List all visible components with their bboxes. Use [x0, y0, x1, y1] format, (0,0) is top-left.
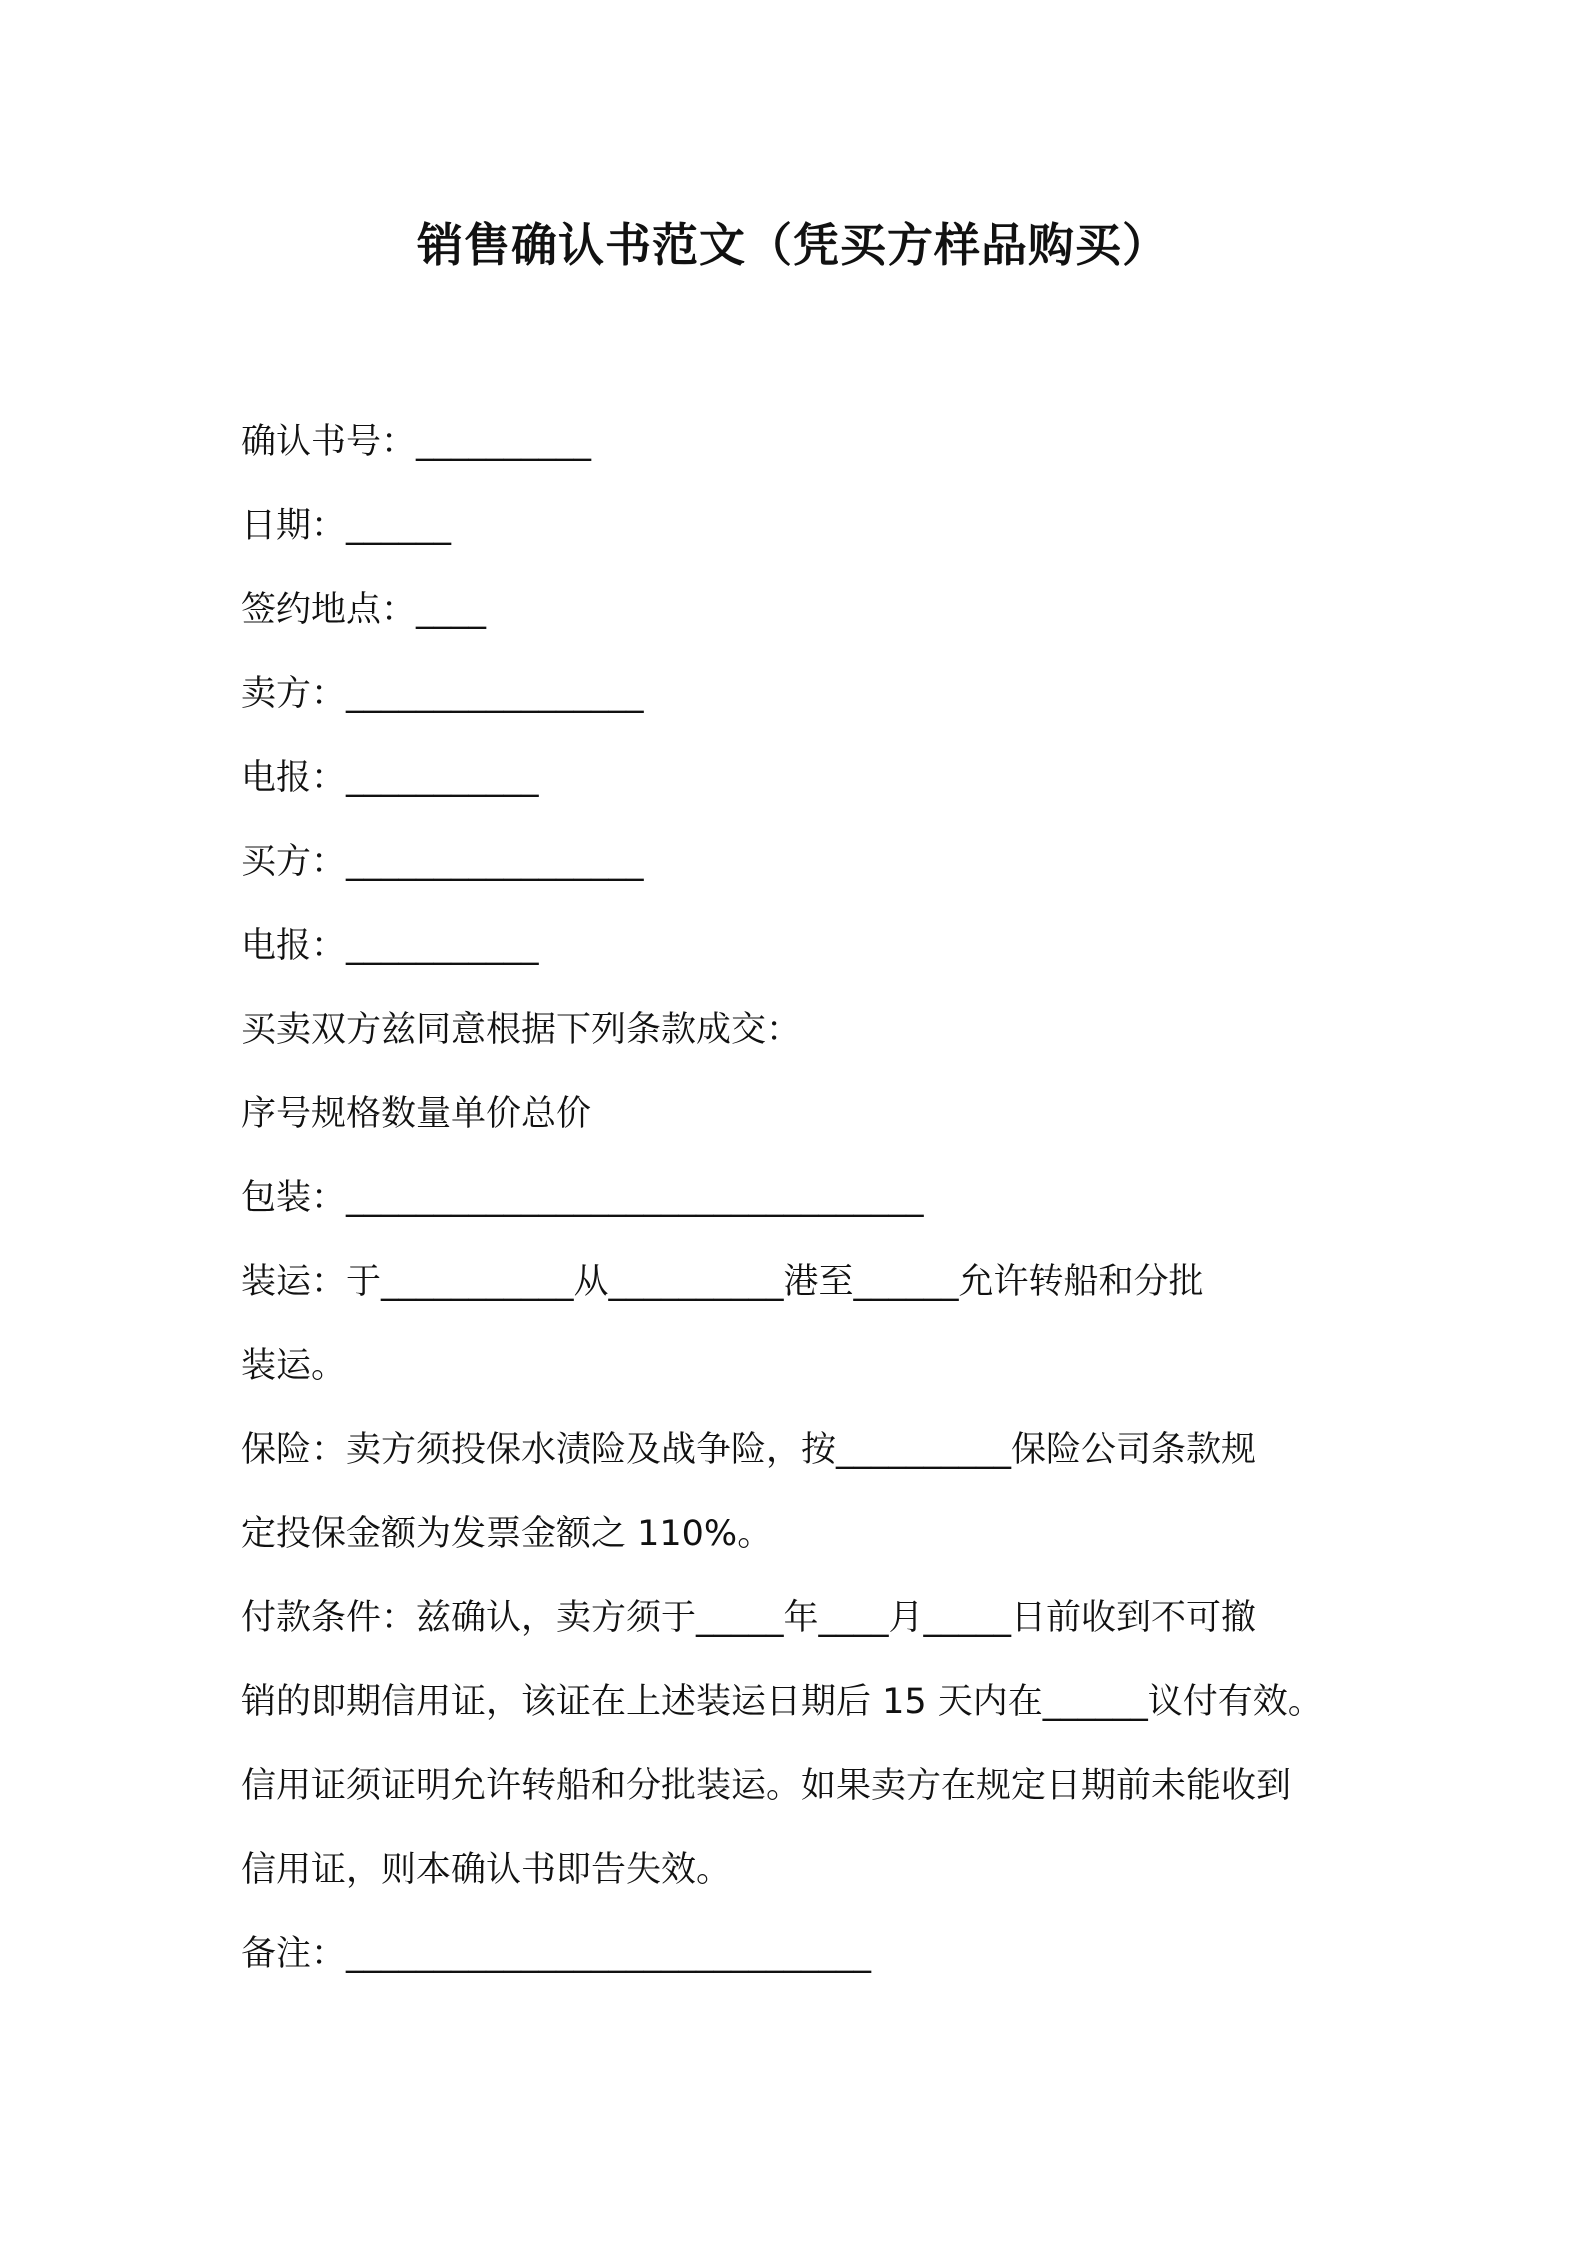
- document-body: [241, 400, 1361, 1996]
- shipment-line: 装运：于___________从__________港至______允许转船和分批: [241, 1262, 1204, 1302]
- shipment-line-continued: 装运。: [241, 1346, 347, 1386]
- insurance-line: 保险：卖方须投保水渍险及战争险，按__________保险公司条款规: [241, 1430, 1257, 1470]
- buyer-line: 买方：_________________: [241, 842, 644, 882]
- insurance-line-continued: 定投保金额为发票金额之 110%。: [241, 1514, 773, 1554]
- seller-line: 卖方：_________________: [241, 674, 644, 714]
- buyer-telegram-line: 电报：___________: [241, 926, 539, 966]
- remarks-line: 备注：______________________________: [241, 1934, 872, 1974]
- payment-terms-line-2: 销的即期信用证，该证在上述装运日期后 15 天内在______议付有效。: [241, 1682, 1323, 1722]
- document-title: 销售确认书范文（凭买方样品购买）: [417, 218, 1169, 272]
- packing-line: 包装：_________________________________: [241, 1178, 924, 1218]
- payment-terms-line-3: 信用证须证明允许转船和分批装运。如果卖方在规定日期前未能收到: [241, 1766, 1292, 1806]
- item-columns-line: 序号规格数量单价总价: [241, 1094, 592, 1134]
- confirmation-number-line: 确认书号：__________: [241, 422, 592, 462]
- date-line: 日期：______: [241, 506, 452, 546]
- payment-terms-line-4: 信用证，则本确认书即告失效。: [241, 1850, 732, 1890]
- seller-telegram-line: 电报：___________: [241, 758, 539, 798]
- signing-place-line: 签约地点：____: [241, 590, 487, 630]
- payment-terms-line: 付款条件：兹确认，卖方须于_____年____月_____日前收到不可撤: [241, 1598, 1257, 1638]
- agreement-intro-line: 买卖双方兹同意根据下列条款成交：: [241, 1010, 802, 1050]
